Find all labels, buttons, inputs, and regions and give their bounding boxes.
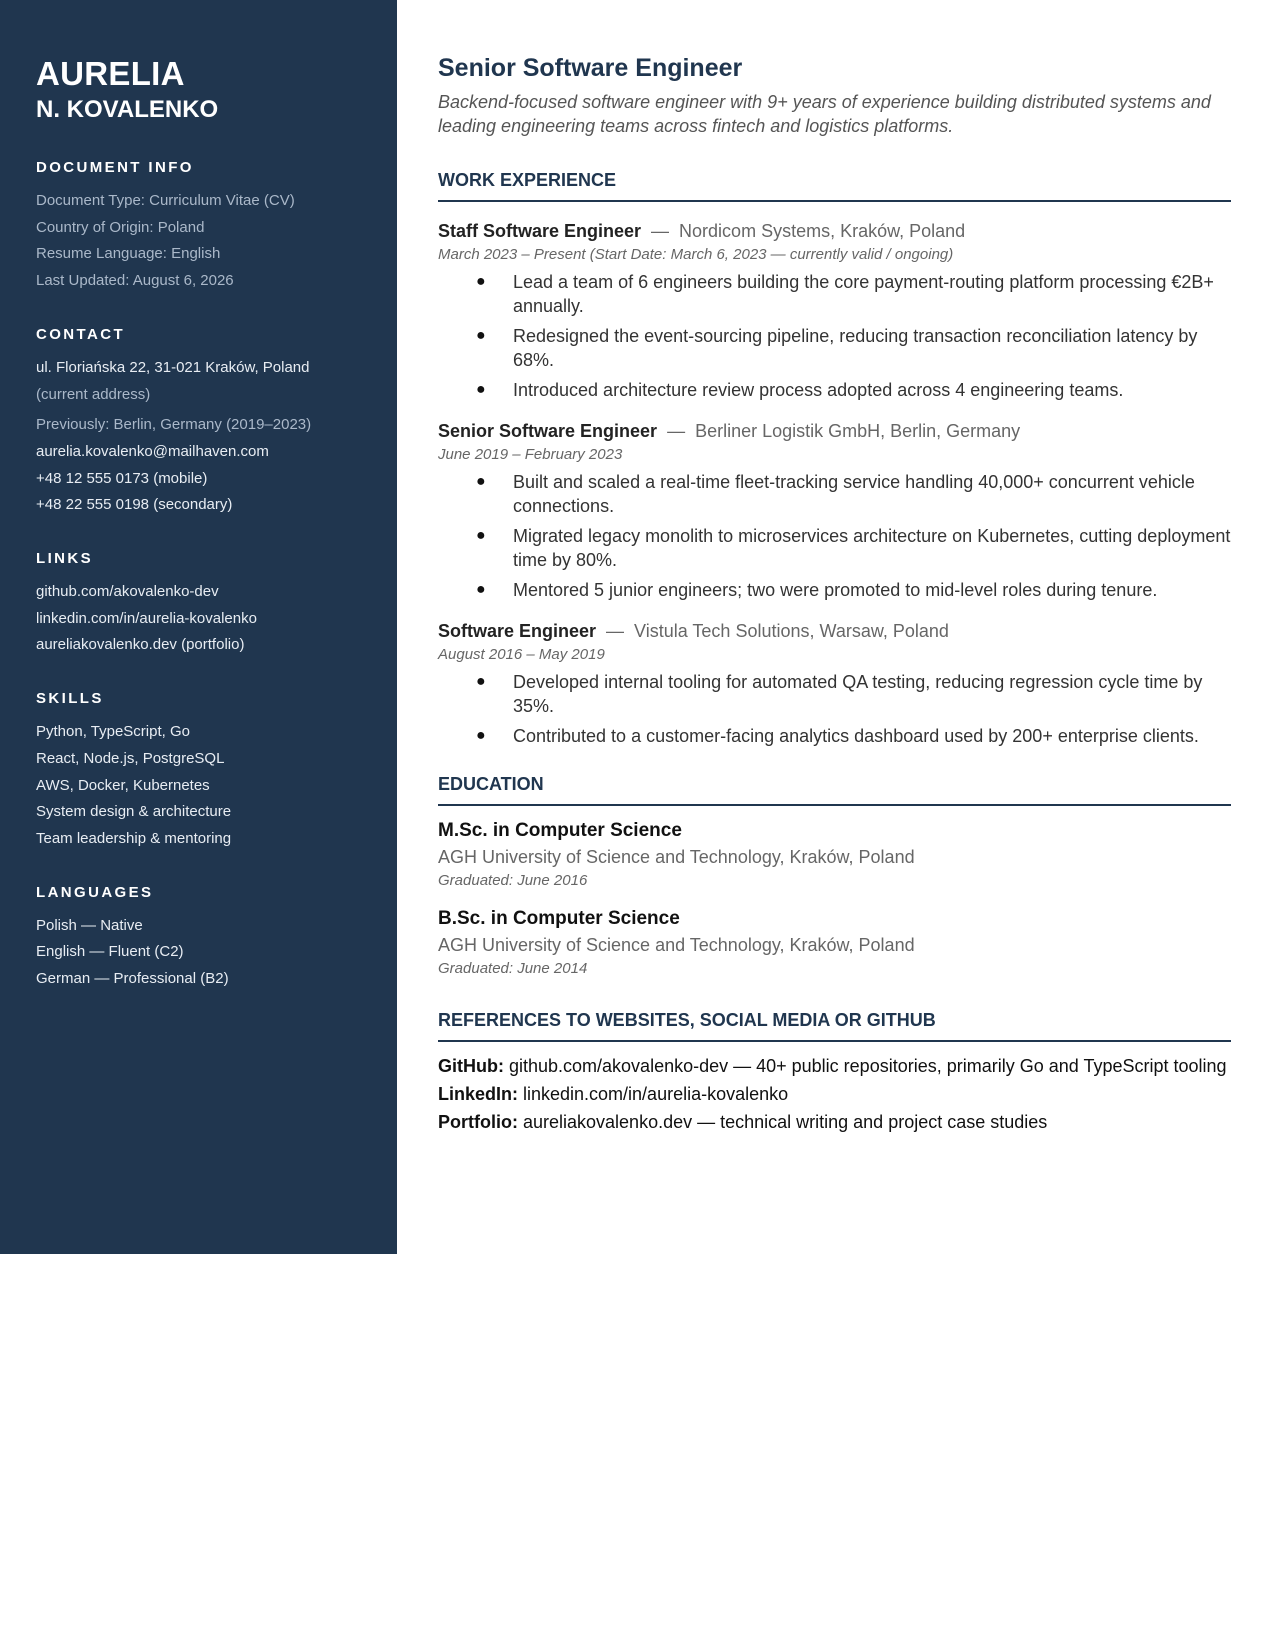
list-item bbox=[438, 324, 1231, 372]
document-type: Document Type: Curriculum Vitae (CV) bbox=[36, 192, 295, 209]
bullet-icon: ● bbox=[476, 327, 486, 344]
skill-item: Team leadership & mentoring bbox=[36, 829, 232, 847]
bullet-text: Contributed to a customer-facing analytics dashboard used by 200+ enterprise clients. bbox=[513, 726, 1199, 746]
document-info-section bbox=[36, 158, 367, 295]
bullet-text: Built and scaled a real-time fleet-tracking service handling 40,000+ concurrent vehicle connections. bbox=[513, 472, 1195, 516]
reference-label: Portfolio: bbox=[438, 1112, 518, 1132]
job-bullets bbox=[438, 470, 1231, 602]
bullet-icon: ● bbox=[476, 273, 486, 290]
job-organization: Nordicom Systems, Kraków, Poland bbox=[679, 221, 966, 241]
list-item bbox=[438, 270, 1231, 318]
skills-section bbox=[36, 689, 367, 853]
list-item bbox=[438, 724, 1231, 748]
bullet-text: Migrated legacy monolith to microservices architecture on Kubernetes, cutting deployment time by 80%. bbox=[513, 526, 1231, 570]
skill-item: React, Node.js, PostgreSQL bbox=[36, 749, 225, 767]
separator-dash: — bbox=[606, 621, 625, 641]
job-bullets bbox=[438, 670, 1231, 748]
job-organization: Vistula Tech Solutions, Warsaw, Poland bbox=[634, 621, 949, 641]
skill-item: System design & architecture bbox=[36, 803, 232, 821]
bullet-icon: ● bbox=[476, 673, 486, 690]
job-dates: March 2023 – Present (Start Date: March 6, 2023 — currently valid / ongoing) bbox=[438, 246, 954, 263]
job-role: Staff Software Engineer bbox=[438, 221, 642, 241]
page-title: Senior Software Engineer bbox=[438, 54, 743, 82]
bullet-text: Introduced architecture review process adopted across 4 engineering teams. bbox=[513, 380, 1124, 400]
reference-text[interactable]: github.com/akovalenko-dev — 40+ public repositories, primarily Go and TypeScript tooling bbox=[503, 1056, 1227, 1076]
sidebar bbox=[0, 0, 397, 1254]
link-linkedin[interactable]: linkedin.com/in/aurelia-kovalenko bbox=[36, 609, 257, 627]
list-item bbox=[438, 578, 1231, 602]
previous-address: Previously: Berlin, Germany (2019–2023) bbox=[36, 416, 312, 434]
degree-title: B.Sc. in Computer Science bbox=[438, 908, 680, 929]
skill-item: AWS, Docker, Kubernetes bbox=[36, 776, 210, 794]
address-note: (current address) bbox=[36, 385, 151, 403]
school-name: AGH University of Science and Technology, Kraków, Poland bbox=[438, 935, 915, 955]
language-item: German — Professional (B2) bbox=[36, 970, 229, 988]
links-section bbox=[36, 549, 367, 659]
bullet-icon: ● bbox=[476, 581, 486, 598]
graduation-date: Graduated: June 2016 bbox=[438, 872, 588, 889]
country-of-origin: Country of Origin: Poland bbox=[36, 218, 205, 236]
job-header bbox=[438, 218, 1231, 244]
reference-linkedin bbox=[438, 1082, 1231, 1106]
job-role: Senior Software Engineer bbox=[438, 421, 658, 441]
references-heading: REFERENCES TO WEBSITES, SOCIAL MEDIA OR GITHUB bbox=[438, 1008, 1231, 1042]
links-heading: LINKS bbox=[36, 550, 93, 568]
language-item: Polish — Native bbox=[36, 916, 143, 934]
languages-section bbox=[36, 883, 367, 993]
main-content bbox=[438, 50, 1231, 1138]
skill-item: Python, TypeScript, Go bbox=[36, 723, 190, 741]
job-dates: June 2019 – February 2023 bbox=[438, 446, 623, 463]
job-header bbox=[438, 418, 1231, 444]
work-experience-heading: WORK EXPERIENCE bbox=[438, 168, 1231, 202]
work-experience-section bbox=[438, 168, 1231, 748]
bullet-icon: ● bbox=[476, 527, 486, 544]
bullet-icon: ● bbox=[476, 727, 486, 744]
list-item bbox=[438, 524, 1231, 572]
bullet-text: Lead a team of 6 engineers building the core payment-routing platform processing €2B+ annually. bbox=[513, 272, 1214, 316]
reference-label: LinkedIn: bbox=[438, 1084, 518, 1104]
name-last: N. KOVALENKO bbox=[36, 96, 219, 123]
list-item bbox=[438, 670, 1231, 718]
link-portfolio[interactable]: aureliakovalenko.dev (portfolio) bbox=[36, 636, 245, 654]
separator-dash: — bbox=[651, 221, 670, 241]
link-github[interactable]: github.com/akovalenko-dev bbox=[36, 583, 219, 601]
education-heading: EDUCATION bbox=[438, 772, 1231, 806]
school-name: AGH University of Science and Technology, Kraków, Poland bbox=[438, 847, 915, 867]
job-entry bbox=[438, 418, 1231, 602]
education-entry bbox=[438, 906, 1231, 980]
languages-heading: LANGUAGES bbox=[36, 883, 154, 901]
education-section bbox=[438, 772, 1231, 980]
contact-section bbox=[36, 325, 367, 519]
address: ul. Floriańska 22, 31-021 Kraków, Poland bbox=[36, 358, 310, 376]
degree-title: M.Sc. in Computer Science bbox=[438, 820, 682, 841]
resume-language: Resume Language: English bbox=[36, 245, 221, 263]
bullet-text: Mentored 5 junior engineers; two were promoted to mid-level roles during tenure. bbox=[513, 580, 1158, 600]
list-item bbox=[438, 378, 1231, 402]
job-organization: Berliner Logistik GmbH, Berlin, Germany bbox=[695, 421, 1021, 441]
email-link[interactable]: aurelia.kovalenko@mailhaven.com bbox=[36, 442, 269, 460]
references-section bbox=[438, 1008, 1231, 1134]
reference-text[interactable]: aureliakovalenko.dev — technical writing and project case studies bbox=[517, 1112, 1048, 1132]
skills-heading: SKILLS bbox=[36, 690, 104, 708]
bullet-text: Developed internal tooling for automated QA testing, reducing regression cycle time by 35%. bbox=[513, 672, 1203, 716]
job-entry bbox=[438, 218, 1231, 402]
job-role: Software Engineer bbox=[438, 621, 597, 641]
name-first: AURELIA bbox=[36, 55, 185, 92]
document-info-heading: DOCUMENT INFO bbox=[36, 159, 194, 176]
last-updated: Last Updated: August 6, 2026 bbox=[36, 272, 234, 290]
graduation-date: Graduated: June 2014 bbox=[438, 960, 588, 977]
reference-label: GitHub: bbox=[438, 1056, 504, 1076]
bullet-text: Redesigned the event-sourcing pipeline, reducing transaction reconciliation latency by 68%. bbox=[513, 326, 1198, 370]
job-bullets bbox=[438, 270, 1231, 402]
contact-heading: CONTACT bbox=[36, 325, 126, 343]
bullet-icon: ● bbox=[476, 473, 486, 490]
list-item bbox=[438, 470, 1231, 518]
phone-secondary[interactable]: +48 22 555 0198 (secondary) bbox=[36, 496, 233, 514]
education-entry bbox=[438, 818, 1231, 892]
reference-portfolio bbox=[438, 1110, 1231, 1134]
separator-dash: — bbox=[667, 421, 686, 441]
reference-text[interactable]: linkedin.com/in/aurelia-kovalenko bbox=[518, 1084, 789, 1104]
job-dates: August 2016 – May 2019 bbox=[438, 646, 605, 663]
language-item: English — Fluent (C2) bbox=[36, 943, 184, 961]
references-list bbox=[438, 1054, 1231, 1134]
bullet-icon: ● bbox=[476, 381, 486, 398]
job-entry bbox=[438, 618, 1231, 748]
phone-mobile[interactable]: +48 12 555 0173 (mobile) bbox=[36, 469, 208, 487]
job-header bbox=[438, 618, 1231, 644]
summary: Backend-focused software engineer with 9+ years of experience building distributed systems and leading engineering teams across fintech and logistics platforms. bbox=[438, 92, 1211, 136]
reference-github bbox=[438, 1054, 1231, 1078]
